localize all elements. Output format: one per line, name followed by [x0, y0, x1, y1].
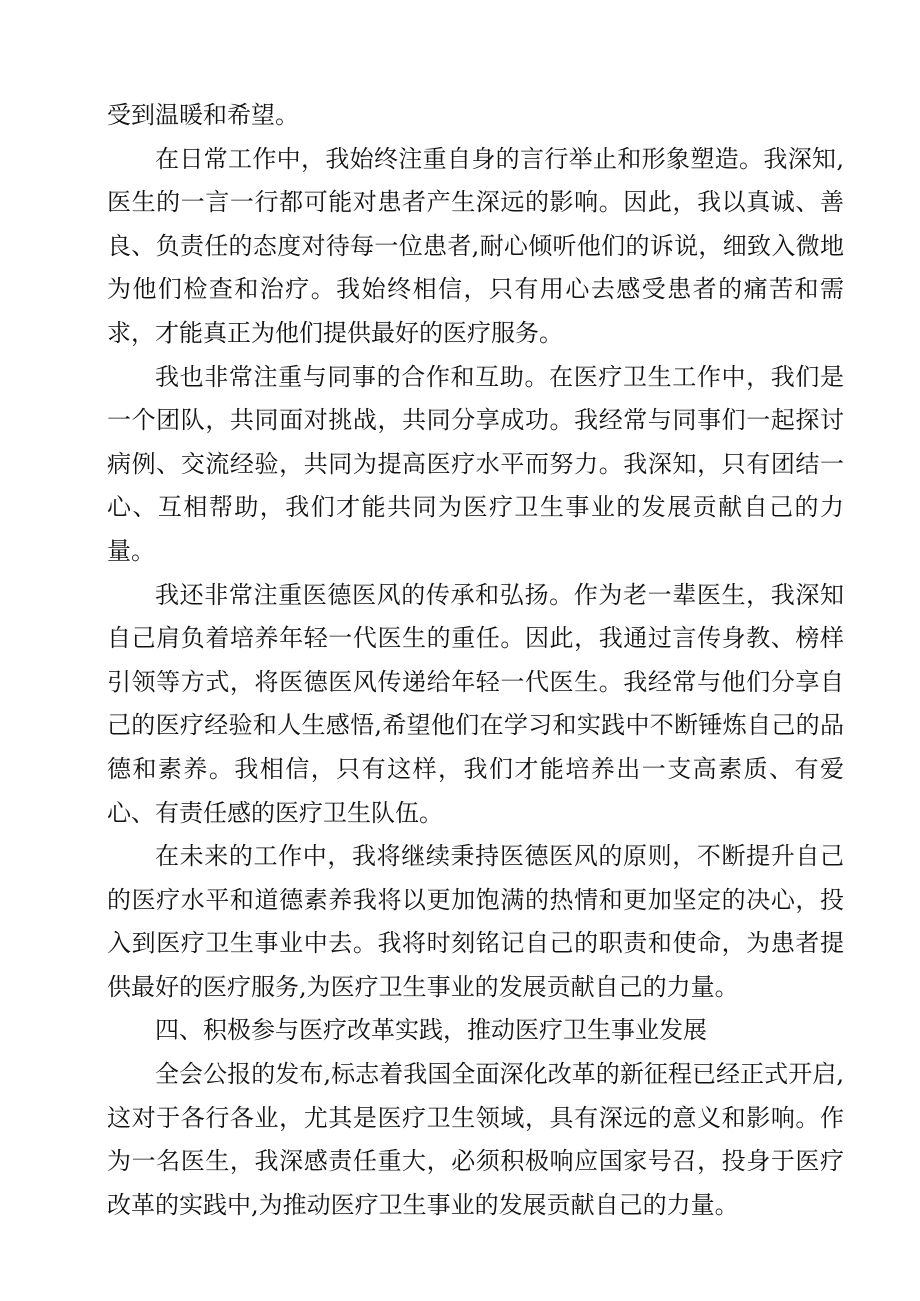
section-heading: 四、积极参与医疗改革实践，推动医疗卫生事业发展	[155, 1016, 707, 1045]
paragraph-colleague-cooperation: 我也非常注重与同事的合作和互助。在医疗卫生工作中，我们是一个团队，共同面对挑战，共同分享成功。我经常与同事们一起探讨病例、交流经验，共同为提高医疗水平而努力。我深知，只有团结一心、互相帮助，我们才能共同为医疗卫生事业的发展贡献自己的力量。	[107, 362, 844, 565]
paragraph-daily-work: 在日常工作中，我始终注重自身的言行举止和形象塑造。我深知,医生的一言一行都可能对患者产生深远的影响。因此，我以真诚、善良、负责任的态度对待每一位患者,耐心倾听他们的诉说，细致入微地为他们检查和治疗。我始终相信，只有用心去感受患者的痛苦和需求，才能真正为他们提供最好的医疗服务。	[107, 144, 844, 347]
paragraph-reform: 全会公报的发布,标志着我国全面深化改革的新征程已经正式开启,这对于各行各业，尤其是医疗卫生领域，具有深远的意义和影响。作为一名医生，我深感责任重大，必须积极响应国家号召，投身于医疗改革的实践中,为推动医疗卫生事业的发展贡献自己的力量。	[107, 1060, 844, 1219]
paragraph-medical-ethics: 我还非常注重医德医风的传承和弘扬。作为老一辈医生，我深知自己肩负着培养年轻一代医生的重任。因此，我通过言传身教、榜样引领等方式，将医德医风传递给年轻一代医生。我经常与他们分享自己的医疗经验和人生感悟,希望他们在学习和实践中不断锤炼自己的品德和素养。我相信，只有这样，我们才能培养出一支高素质、有爱心、有责任感的医疗卫生队伍。	[107, 580, 844, 827]
document-page	[107, 94, 844, 1227]
paragraph-future-work: 在未来的工作中，我将继续秉持医德医风的原则，不断提升自己的医疗水平和道德素养我将以更加饱满的热情和更加坚定的决心，投入到医疗卫生事业中去。我将时刻铭记自己的职责和使命，为患者提供最好的医疗服务,为医疗卫生事业的发展贡献自己的力量。	[107, 842, 844, 1001]
paragraph-continuation: 受到温暖和希望。	[107, 101, 299, 129]
